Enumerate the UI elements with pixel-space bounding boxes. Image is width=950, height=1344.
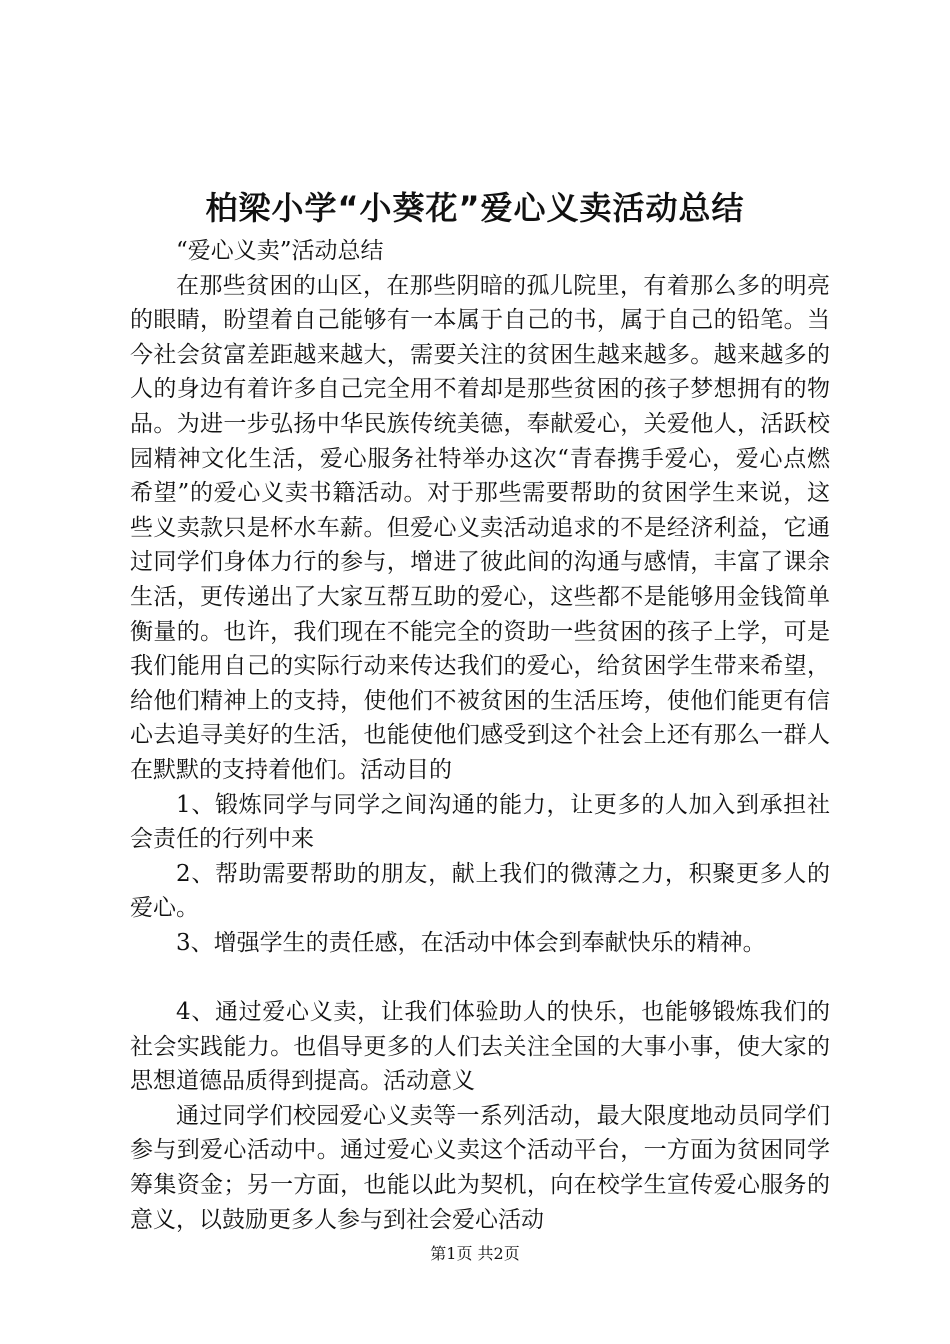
purpose-item-1: 1、锻炼同学与同学之间沟通的能力，让更多的人加入到承担社会责任的行列中来 (130, 791, 830, 853)
blank-line (130, 960, 830, 995)
purpose-item-2: 2、帮助需要帮助的朋友，献上我们的微薄之力，积聚更多人的爱心。 (130, 860, 830, 922)
purpose-item-3: 3、增强学生的责任感，在活动中体会到奉献快乐的精神。 (176, 929, 766, 956)
subtitle-paragraph: “爱心义卖”活动总结 (176, 238, 384, 264)
significance-paragraph: 通过同学们校园爱心义卖等一系列活动，最大限度地动员同学们参与到爱心活动中。通过爱心义卖这个活动平台，一方面为贫困同学筹集资金；另一方面，也能以此为契机，向在校学生宣传爱心服务的意义，以鼓励更多人参与到社会爱心活动 (130, 1102, 830, 1233)
document-title: 柏梁小学“小葵花”爱心义卖活动总结 (205, 189, 745, 227)
intro-paragraph: 在那些贫困的山区，在那些阴暗的孤儿院里，有着那么多的明亮的眼睛，盼望着自己能够有一本属于自己的书，属于自己的铅笔。当今社会贫富差距越来越大，需要关注的贫困生越来越多。越来越多的人的身边有着许多自己完全用不着却是那些贫困的孩子梦想拥有的物品。为进一步弘扬中华民族传统美德，奉献爱心，关爱他人，活跃校园精神文化生活，爱心服务社特举办这次“青春携手爱心，爱心点燃希望”的爱心义卖书籍活动。对于那些需要帮助的贫困学生来说，这些义卖款只是杯水车薪。但爱心义卖活动追求的不是经济利益，它通过同学们身体力行的参与，增进了彼此间的沟通与感情，丰富了课余生活，更传递出了大家互帮互助的爱心，这些都不是能够用金钱简单衡量的。也许，我们现在不能完全的资助一些贫困的孩子上学，可是我们能用自己的实际行动来传达我们的爱心，给贫困学生带来希望，给他们精神上的支持，使他们不被贫困的生活压垮，使他们能更有信心去追寻美好的生活，也能使他们感受到这个社会上还有那么一群人在默默的支持着他们。活动目的 (130, 272, 830, 783)
purpose-item-4: 4、通过爱心义卖，让我们体验助人的快乐，也能够锻炼我们的社会实践能力。也倡导更多的人们去关注全国的大事小事，使大家的思想道德品质得到提高。活动意义 (130, 999, 830, 1095)
document-body (130, 234, 830, 1237)
page-number-footer: 第1页 共2页 (430, 1244, 520, 1263)
